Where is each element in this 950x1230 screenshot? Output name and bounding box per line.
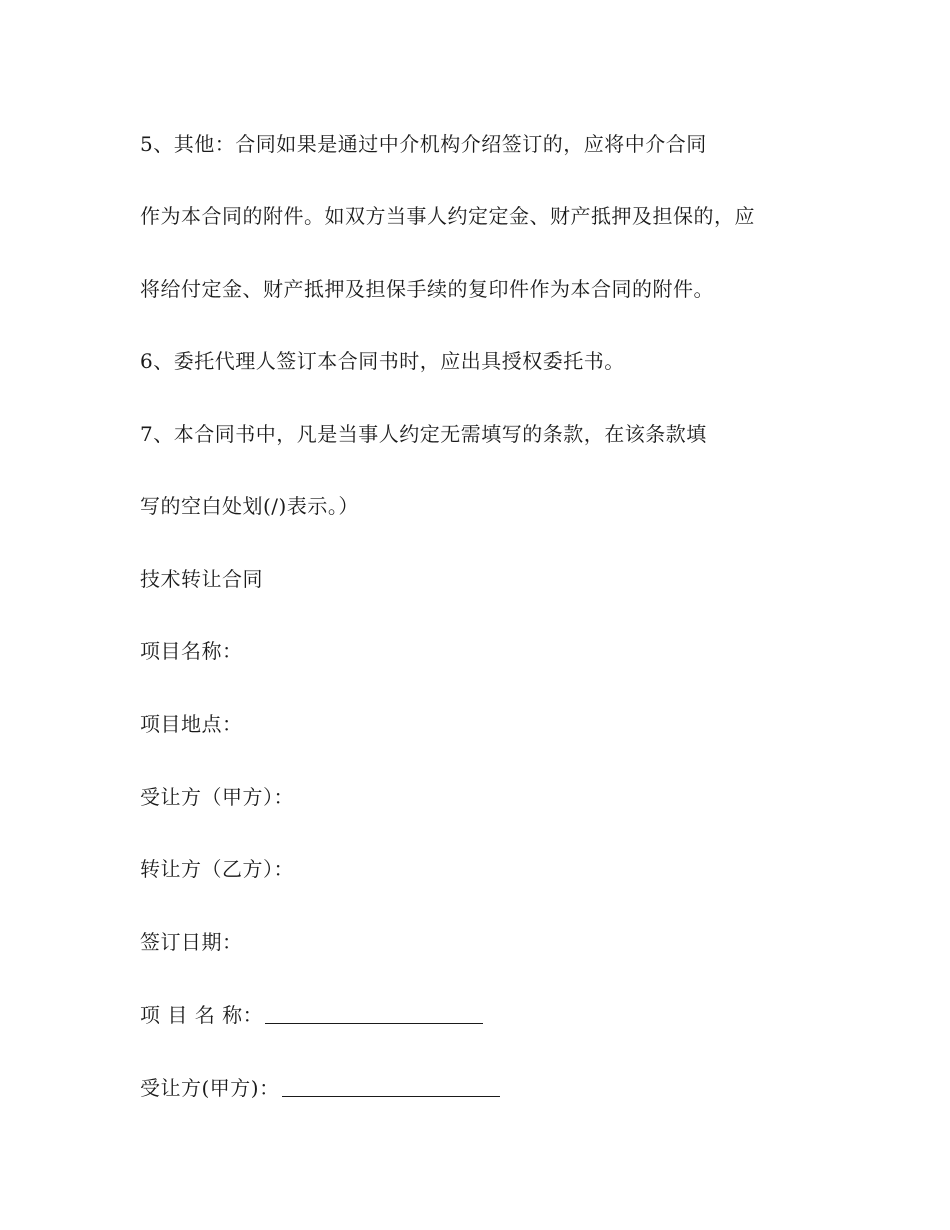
clause-7-line-2: 写的空白处划(/)表示。） [140, 494, 359, 518]
clause-5-line-1: 5、其他：合同如果是通过中介机构介绍签订的，应将中介合同 [140, 132, 707, 156]
assignor-label: 转让方（乙方）： [140, 857, 294, 881]
assignee-blank-line[interactable] [282, 1096, 500, 1097]
assignee-field-label: 受让方(甲方)： [140, 1076, 280, 1100]
project-name-label: 项目名称： [140, 639, 243, 663]
contract-title: 技术转让合同 [140, 567, 263, 591]
project-location-label: 项目地点： [140, 712, 243, 736]
clause-7-line-1: 7、本合同书中，凡是当事人约定无需填写的条款，在该条款填 [140, 422, 707, 446]
sign-date-label: 签订日期： [140, 930, 243, 954]
clause-6: 6、委托代理人签订本合同书时，应出具授权委托书。 [140, 349, 625, 373]
assignee-label: 受让方（甲方）： [140, 785, 294, 809]
project-name-blank-line[interactable] [265, 1023, 483, 1024]
clause-5-line-2: 作为本合同的附件。如双方当事人约定定金、财产抵押及担保的，应 [140, 204, 755, 228]
project-name-field-row [140, 1003, 483, 1027]
project-name-field-label: 项 目 名 称： [140, 1003, 264, 1027]
clause-5-line-3: 将给付定金、财产抵押及担保手续的复印件作为本合同的附件。 [140, 277, 714, 301]
assignee-field-row [140, 1076, 500, 1100]
